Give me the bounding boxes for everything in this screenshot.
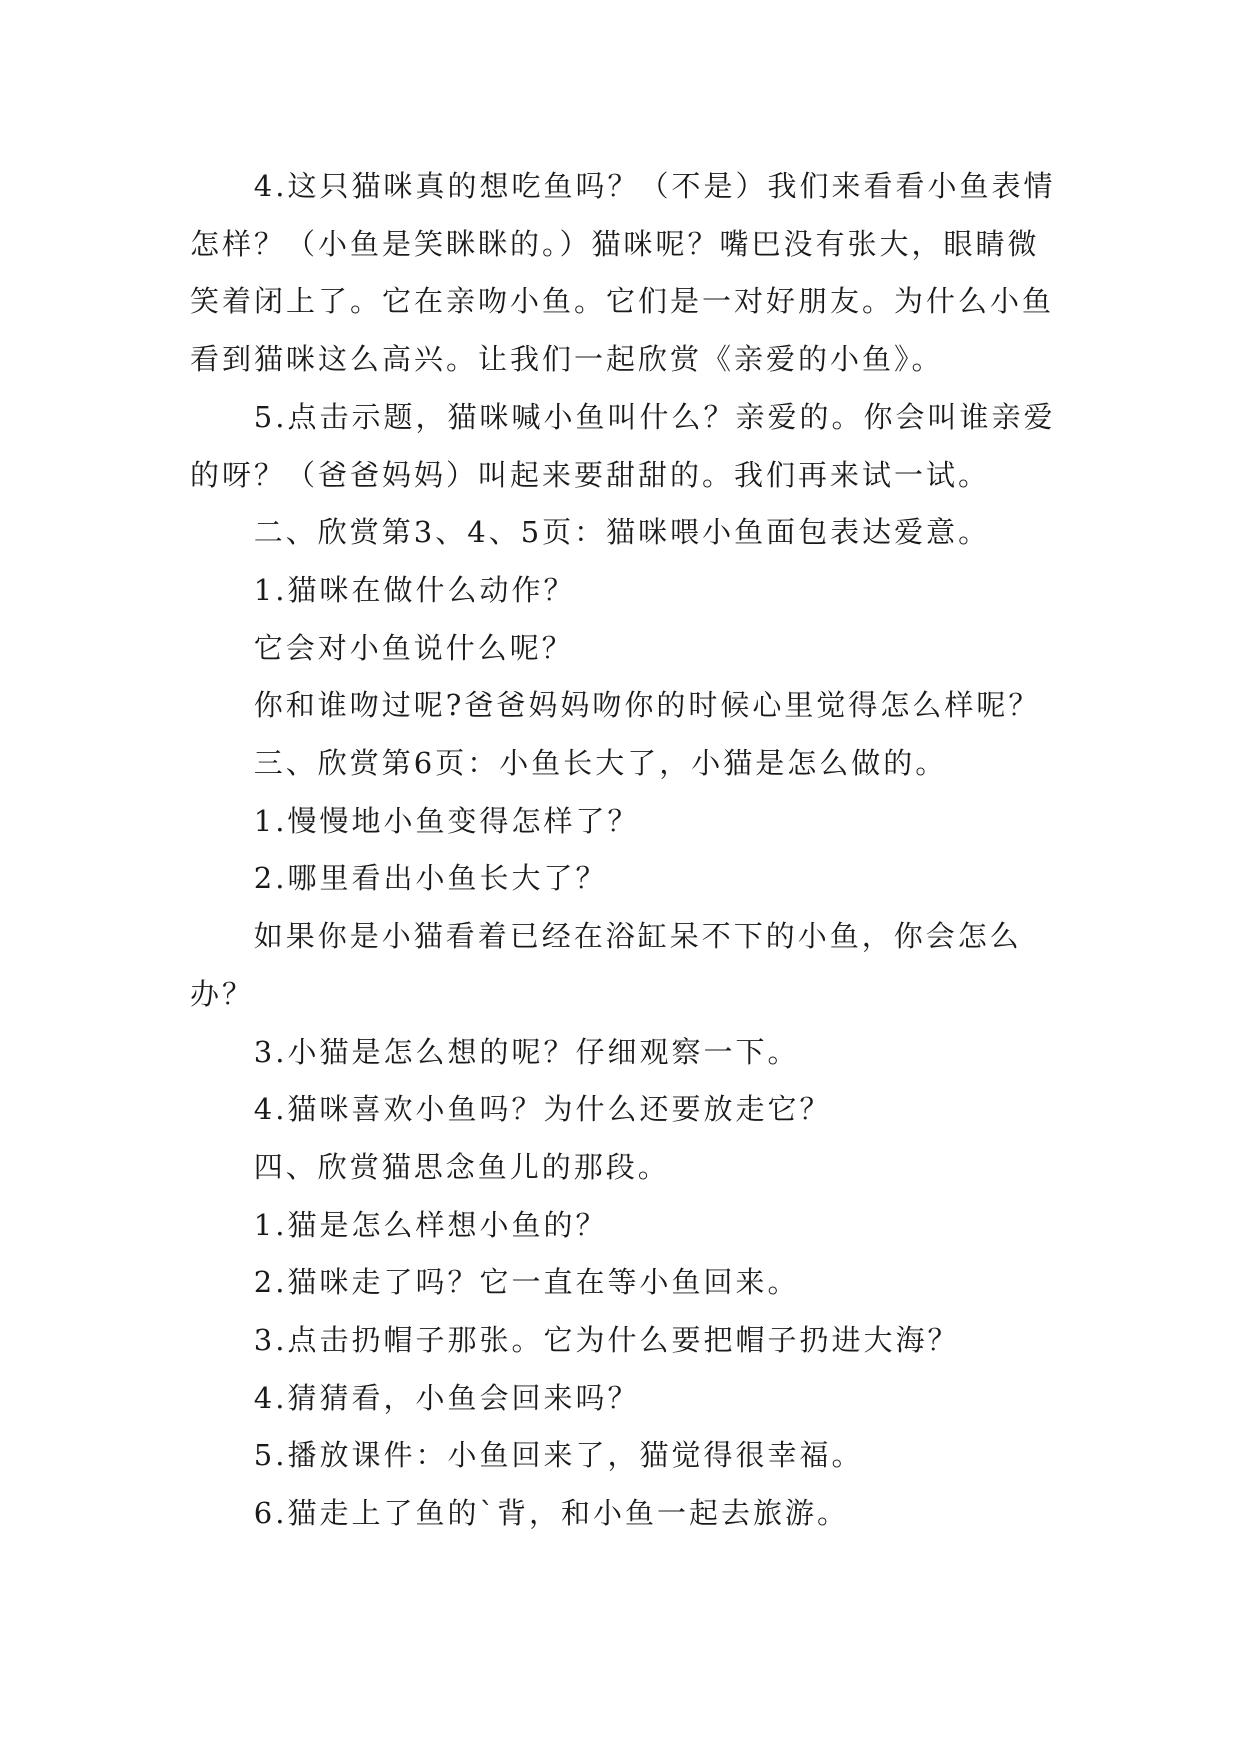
document-body	[190, 158, 1070, 1543]
paragraph-12: 4.猫咪喜欢小鱼吗？为什么还要放走它？	[253, 1092, 832, 1127]
paragraph-9: 2.哪里看出小鱼长大了？	[253, 861, 608, 896]
section-heading-4: 四、欣赏猫思念鱼儿的那段。	[253, 1149, 670, 1184]
paragraph-14: 1.猫是怎么样想小鱼的？	[253, 1207, 608, 1242]
section-heading-2: 二、欣赏第3、4、5页：猫咪喂小鱼面包表达爱意。	[253, 515, 991, 550]
paragraph-4: 1.猫咪在做什么动作？	[253, 572, 576, 607]
paragraph-10: 如果你是小猫看着已经在浴缸呆不下的小鱼，你会怎么办？	[190, 919, 1022, 1011]
paragraph-5: 它会对小鱼说什么呢？	[253, 630, 574, 665]
paragraph-8: 1.慢慢地小鱼变得怎样了？	[253, 803, 640, 838]
paragraph-16: 3.点击扔帽子那张。它为什么要把帽子扔进大海？	[253, 1323, 960, 1358]
paragraph-18: 5.播放课件：小鱼回来了，猫觉得很幸福。	[253, 1438, 864, 1473]
paragraph-19: 6.猫走上了鱼的`背，和小鱼一起去旅游。	[253, 1496, 849, 1531]
paragraph-2: 5.点击示题，猫咪喊小鱼叫什么？亲爱的。你会叫谁亲爱的呀？（爸爸妈妈）叫起来要甜甜的。我们再来试一试。	[190, 399, 1056, 492]
paragraph-11: 3.小猫是怎么想的呢？仔细观察一下。	[253, 1034, 800, 1069]
paragraph-6: 你和谁吻过呢?爸爸妈妈吻你的时候心里觉得怎么样呢？	[253, 688, 1041, 723]
paragraph-17: 4.猜猜看，小鱼会回来吗？	[253, 1380, 640, 1415]
paragraph-1: 4.这只猫咪真的想吃鱼吗？（不是）我们来看看小鱼表情怎样？（小鱼是笑眯眯的。）猫咪呢？嘴巴没有张大，眼睛微笑着闭上了。它在亲吻小鱼。它们是一对好朋友。为什么小鱼看到猫咪这么高兴。让我们一起欣赏《亲爱的小鱼》。	[190, 169, 1056, 377]
section-heading-3: 三、欣赏第6页：小鱼长大了，小猫是怎么做的。	[253, 746, 948, 781]
paragraph-15: 2.猫咪走了吗？它一直在等小鱼回来。	[253, 1265, 800, 1300]
